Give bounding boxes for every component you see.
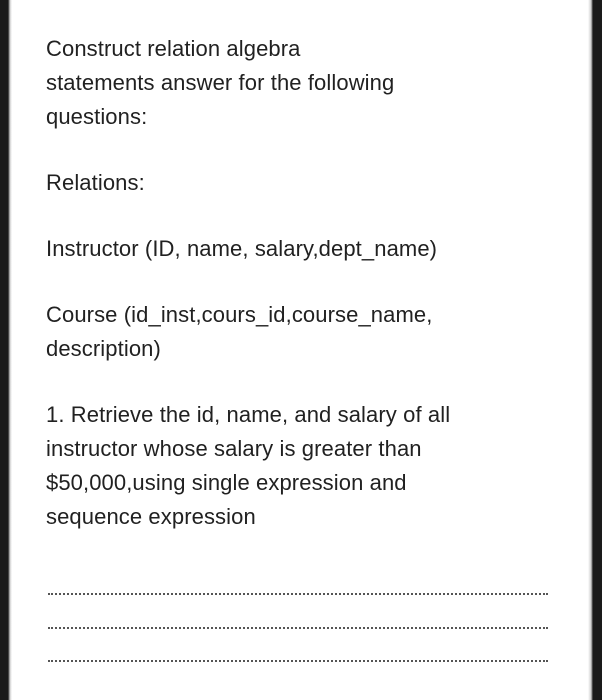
relations-heading: Relations: <box>46 170 145 195</box>
intro-text: Construct relation algebra statements answer for the following questions: <box>46 36 395 129</box>
right-bezel <box>588 0 602 700</box>
answer-line[interactable] <box>48 660 548 662</box>
answer-line[interactable] <box>48 593 548 595</box>
question-1: 1. Retrieve the id, name, and salary of all instructor whose salary is greater than $50,000,using single expression and sequence expression <box>46 402 451 529</box>
question-text <box>46 32 546 534</box>
answer-line[interactable] <box>48 627 548 629</box>
left-bezel <box>0 0 12 700</box>
instructor-relation: Instructor (ID, name, salary,dept_name) <box>46 236 438 261</box>
course-relation: Course (id_inst,cours_id,course_name, description) <box>46 302 433 361</box>
